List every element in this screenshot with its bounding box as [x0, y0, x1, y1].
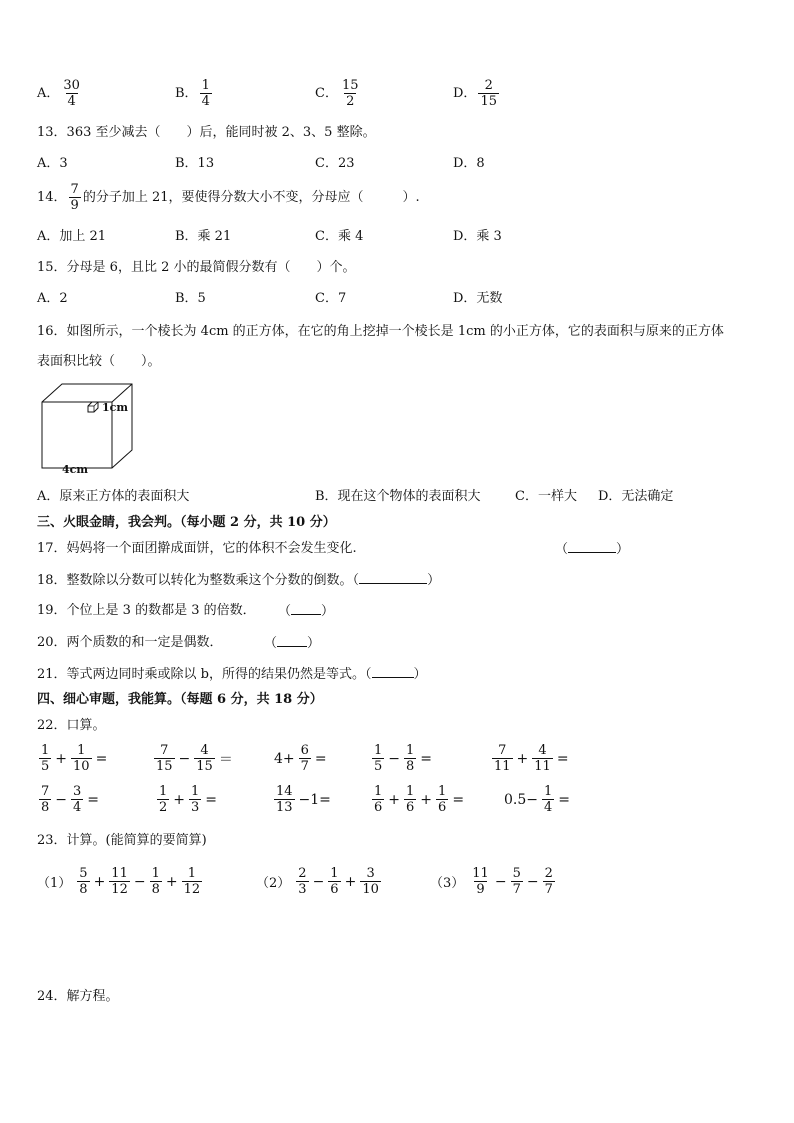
denominator: 11 [534, 759, 551, 774]
operator: = [87, 791, 100, 808]
fraction [157, 784, 169, 815]
q16-option-b: B．现在这个物体的表面积大 [315, 489, 481, 504]
denominator: 11 [494, 759, 511, 774]
operator: − [494, 873, 507, 890]
denominator: 7 [512, 882, 521, 897]
fraction [372, 784, 384, 815]
operator: + [173, 791, 186, 808]
operator: = [95, 750, 108, 767]
oral-calc-expression [152, 743, 235, 774]
denominator: 12 [111, 882, 128, 897]
fraction [154, 743, 175, 774]
operator: −1= [298, 791, 331, 808]
denominator: 6 [438, 800, 447, 815]
q19-answer-blank[interactable]: （ ） [278, 604, 335, 619]
numerator: 3 [73, 784, 82, 799]
operator: + [55, 750, 68, 767]
option-letter: B． [175, 85, 198, 101]
fraction: $\frac{2}{15}$ [480, 78, 497, 109]
fraction [189, 784, 201, 815]
numerator: 1 [374, 784, 383, 799]
denominator: 5 [41, 759, 50, 774]
fraction [71, 784, 83, 815]
operator: + [516, 750, 529, 767]
q21-answer-blank[interactable]: （ [365, 667, 372, 682]
denominator: 6 [406, 800, 415, 815]
fraction: $\frac{30}{4}$ [63, 78, 80, 109]
denominator: 4 [73, 800, 82, 815]
oral-calc-expression [272, 743, 329, 774]
operator: + [420, 791, 433, 808]
option-letter: A． [37, 85, 60, 101]
fraction [436, 784, 448, 815]
denominator: 6 [330, 882, 339, 897]
denominator: 8 [79, 882, 88, 897]
q15-option-b: B．5 [175, 291, 206, 306]
numerator: 1 [191, 784, 200, 799]
operator: ＝ [218, 751, 233, 768]
operator: − [526, 873, 539, 890]
fraction [542, 784, 554, 815]
numerator: 7 [41, 784, 50, 799]
numerator: 7 [160, 743, 169, 758]
q18-answer-blank[interactable]: （ [352, 573, 360, 588]
operator: − [133, 873, 146, 890]
calculation-expression [256, 866, 383, 897]
q18-statement: 18．整数除以分数可以转化为整数乘这个分数的倒数。（ ） [37, 573, 441, 588]
denominator: 10 [73, 759, 90, 774]
q14-option-a: A．加上 21 [37, 229, 107, 244]
oral-calc-expression [37, 784, 101, 815]
numerator: 2 [298, 866, 307, 881]
denominator: 7 [300, 759, 309, 774]
denominator: 2 [159, 800, 168, 815]
operator: 4+ [274, 750, 295, 767]
operator: + [165, 873, 178, 890]
q13-option-d: D．8 [453, 156, 485, 171]
q19-statement: 19．个位上是 3 的数都是 3 的倍数． [37, 603, 256, 618]
denominator: 8 [41, 800, 50, 815]
denominator: 3 [191, 800, 200, 815]
section-3-title: 三、火眼金睛，我会判。（每小题 2 分，共 10 分） [37, 515, 336, 530]
numerator: 4 [538, 743, 547, 758]
numerator: 14 [276, 784, 293, 799]
denominator: 13 [276, 800, 293, 815]
numerator: 1 [187, 866, 196, 881]
q14-option-b: B．乘 21 [175, 229, 232, 244]
big-edge-label: 4cm [62, 463, 88, 476]
q12-option-a [37, 78, 84, 109]
q16-question-line2: 表面积比较（ ）。 [37, 354, 161, 369]
oral-calc-expression [155, 784, 219, 815]
numerator: 3 [366, 866, 375, 881]
numerator: 1 [374, 743, 383, 758]
operator: = [556, 750, 569, 767]
q14-option-d: D．乘 3 [453, 229, 502, 244]
numerator: 11 [472, 866, 489, 881]
operator: = [558, 791, 571, 808]
fraction: $\frac{7}{9}$ [70, 182, 79, 213]
operator: − [388, 750, 401, 767]
denominator: 9 [476, 882, 485, 897]
operator: − [312, 873, 325, 890]
calculation-expression [37, 866, 204, 897]
q20-statement: 20．两个质数的和一定是偶数． [37, 635, 223, 650]
q13-question: 13．363 至少减去（ ）后，能同时被 2、3、5 整除。 [37, 125, 376, 140]
q16-option-d: D．无法确定 [598, 489, 674, 504]
denominator: 3 [298, 882, 307, 897]
q15-option-a: A．2 [37, 291, 68, 306]
expression-label: （3） [430, 876, 465, 891]
numerator: 1 [406, 743, 415, 758]
denominator: 10 [362, 882, 379, 897]
numerator: 1 [406, 784, 415, 799]
fraction [77, 866, 89, 897]
numerator: 6 [300, 743, 309, 758]
q14-question: 14． $\frac{7}{9}$ 的分子加上 21，要使得分数大小不变，分母应（ ）. [37, 182, 420, 213]
fraction [182, 866, 203, 897]
operator: + [93, 873, 106, 890]
q13-option-b: B．13 [175, 156, 215, 171]
q13-option-a: A．3 [37, 156, 68, 171]
denominator: 8 [151, 882, 160, 897]
numerator: 5 [512, 866, 521, 881]
q12-option-c [315, 78, 363, 109]
numerator: 5 [79, 866, 88, 881]
operator: + [388, 791, 401, 808]
oral-calc-expression [370, 743, 434, 774]
q23-title: 23．计算。(能简算的要简算) [37, 833, 207, 848]
q16-question-line1: 16．如图所示，一个棱长为 4cm 的正方体，在它的角上挖掉一个棱长是 1cm 的小正方体，它的表面积与原来的正方体 [37, 324, 724, 339]
option-letter: C． [315, 85, 338, 101]
operator: − [55, 791, 68, 808]
fraction [39, 784, 51, 815]
q17-answer-blank[interactable]: （ ） [555, 542, 630, 557]
denominator: 15 [156, 759, 173, 774]
fraction [404, 743, 416, 774]
operator: = [420, 750, 433, 767]
denominator: 7 [544, 882, 553, 897]
q21-blank-line[interactable] [372, 665, 414, 678]
q15-option-c: C．7 [315, 291, 347, 306]
denominator: 6 [374, 800, 383, 815]
numerator: 1 [330, 866, 339, 881]
numerator: 1 [544, 784, 553, 799]
calculation-expression [430, 866, 557, 897]
q15-option-d: D．无数 [453, 291, 503, 306]
section-4-title: 四、细心审题，我能算。（每题 6 分，共 18 分） [37, 692, 323, 707]
q18-blank-line[interactable] [359, 571, 427, 584]
q12-option-d [453, 78, 501, 109]
fraction [543, 866, 555, 897]
fraction [404, 784, 416, 815]
small-edge-label: 1cm [102, 401, 128, 414]
numerator: 11 [111, 866, 128, 881]
numerator: 2 [544, 866, 553, 881]
operator: = [314, 750, 327, 767]
fraction [470, 866, 491, 897]
fraction [109, 866, 130, 897]
numerator: 7 [498, 743, 507, 758]
fraction [360, 866, 381, 897]
numerator: 1 [41, 743, 50, 758]
q20-answer-blank[interactable]: （ ） [264, 636, 321, 651]
fraction [150, 866, 162, 897]
option-letter: D． [453, 85, 477, 101]
fraction [511, 866, 523, 897]
fraction: $\frac{1}{4}$ [201, 78, 210, 109]
cube-figure [36, 380, 146, 478]
fraction [372, 743, 384, 774]
q12-option-b [175, 78, 214, 109]
fraction [296, 866, 308, 897]
fraction: $\frac{15}{2}$ [341, 78, 359, 109]
fraction [492, 743, 513, 774]
q14-option-c: C．乘 4 [315, 229, 364, 244]
denominator: 12 [183, 882, 201, 897]
numerator: 1 [77, 743, 86, 758]
q16-option-a: A．原来正方体的表面积大 [37, 489, 190, 504]
oral-calc-expression [272, 784, 333, 815]
oral-calc-expression [490, 743, 571, 774]
numerator: 1 [151, 866, 160, 881]
q17-statement: 17．妈妈将一个面团擀成面饼，它的体积不会发生变化. [37, 541, 357, 556]
operator: = [452, 791, 465, 808]
fraction [39, 743, 51, 774]
fraction [71, 743, 92, 774]
q16-option-c: C．一样大 [515, 489, 577, 504]
fraction [532, 743, 553, 774]
fraction [274, 784, 295, 815]
oral-calc-expression [370, 784, 466, 815]
fraction [194, 743, 215, 774]
operator: − [178, 750, 191, 767]
q15-question: 15．分母是 6，且比 2 小的最简假分数有（ ）个。 [37, 260, 356, 275]
q21-statement: 21．等式两边同时乘或除以 b，所得的结果仍然是等式。（ ） [37, 667, 427, 682]
operator: + [344, 873, 357, 890]
numerator: 4 [200, 743, 209, 758]
q24-title: 24．解方程。 [37, 989, 119, 1004]
q22-title: 22．口算。 [37, 718, 106, 733]
numerator: 1 [438, 784, 447, 799]
fraction [299, 743, 311, 774]
expression-label: （2） [256, 876, 291, 891]
operator: 0.5− [504, 791, 538, 808]
numerator: 1 [159, 784, 168, 799]
expression-label: （1） [37, 876, 72, 891]
denominator: 5 [374, 759, 383, 774]
denominator: 4 [544, 800, 553, 815]
operator: = [205, 791, 218, 808]
fraction [328, 866, 340, 897]
denominator: 8 [406, 759, 415, 774]
oral-calc-expression [502, 784, 572, 815]
q13-option-c: C．23 [315, 156, 355, 171]
denominator: 15 [196, 759, 213, 774]
oral-calc-expression [37, 743, 109, 774]
